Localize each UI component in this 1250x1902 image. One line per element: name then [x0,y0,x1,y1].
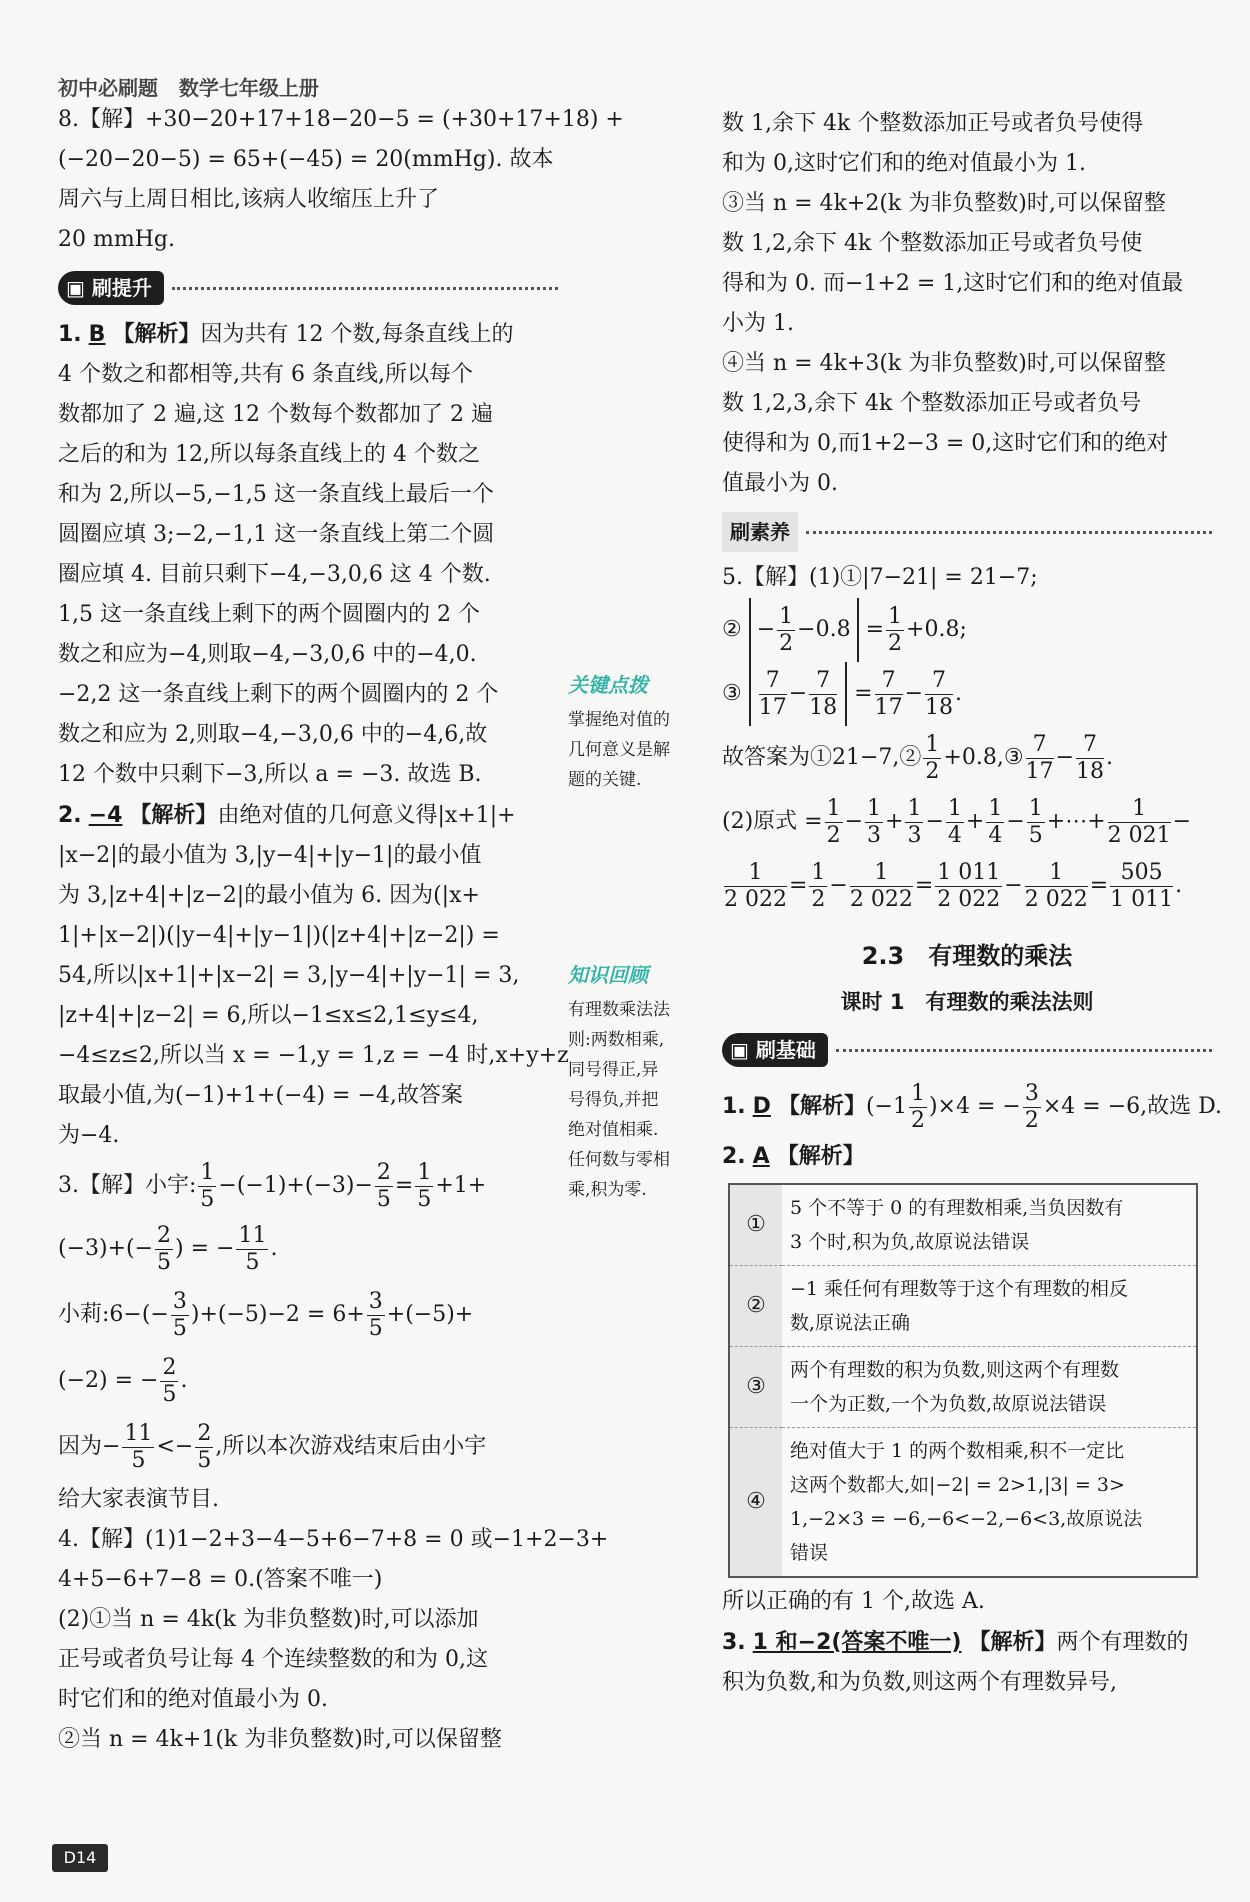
text-line: 和为 0,这时它们和的绝对值最小为 1. [722,151,1086,176]
analysis-tag: 【解析】 [968,1629,1057,1655]
q4-line: 正号或者负号让每 4 个连续整数的和为 0,这 [58,1647,488,1672]
text: . [270,1236,278,1261]
book-icon: ▣ [66,276,92,300]
tip-title: 知识回顾 [568,963,648,987]
fraction: $\frac{1}{2}$ [888,603,903,656]
r3-line: 积为负数,和为负数,则这两个有理数异号, [722,1670,1117,1695]
abs-value: − $\frac{1}{2}$ −0.8 [749,598,859,662]
fraction: $\frac{1}{2 022}$ [849,859,913,912]
text: )+(−5)−2 = 6+ [190,1302,365,1327]
tip-key-point [568,665,700,795]
text: − [1055,745,1074,770]
analysis-tag: 【解析】 [776,1143,865,1169]
r3-line: 3. 1 和−2(答案不唯一) 【解析】两个有理数的 [722,1629,1189,1655]
text: (−3)+(− [58,1236,154,1261]
fraction: $\frac{1}{5}$ [417,1159,432,1212]
text: ,所以本次游戏结束后由小宇 [215,1434,487,1459]
text-line: 使得和为 0,而1+2−3 = 0,这时它们和的绝对 [722,431,1169,456]
tip-line: 掌握绝对值的 [568,710,670,730]
fraction: $\frac{1}{2}$ [910,1080,925,1133]
dotted-divider [836,1049,1212,1052]
q1-line [58,314,558,355]
analysis-table [728,1183,1198,1578]
text: ② [722,617,742,642]
q1-line: 1,5 这一条直线上剩下的两个圆圈内的 2 个 [58,602,480,627]
text-line: 数 1,余下 4k 个整数添加正号或者负号使得 [722,111,1144,136]
text: . [955,681,963,706]
q4-line: 时它们和的绝对值最小为 0. [58,1687,328,1712]
text-line: 值最小为 0. [722,471,838,496]
section-label: 刷基础 [755,1038,816,1062]
q5-line: $\frac{1}{2 022}$ = $\frac{1}{2}$ − $\frac{1}{2 022}$ = $\frac{1 011}{2 022}$ − $\frac{1}{2 022}$ = $\frac{505}{1 011}$ . [724,859,1183,912]
answer: B [88,322,106,347]
fraction: $\frac{7}{17}$ [874,667,903,720]
row-text: 两个有理数的积为负数,则这两个有理数 一个为正数,一个为负数,故原说法错误 [782,1347,1197,1428]
text: . [180,1368,188,1393]
text: 故答案为①21−7,② [722,745,922,770]
q5-line [722,598,1212,662]
abs-value: $\frac{7}{17}$ − $\frac{7}{18}$ [749,662,847,726]
text: 3.【解】小宇: [58,1173,197,1198]
fraction: $\frac{505}{1 011}$ [1110,859,1174,912]
q2-line: 54,所以|x+1|+|x−2| = 3,|y−4|+|y−1| = 3, [58,963,520,988]
text: (2)原式 = [722,809,823,834]
section-label: 刷提升 [91,276,152,300]
analysis-tag: 【解析】 [112,321,201,347]
row-index: ② [729,1266,782,1347]
q1-line: 之后的和为 12,所以每条直线上的 4 个数之 [58,442,480,467]
q4-line: 4.【解】(1)1−2+3−4−5+6−7+8 = 0 或−1+2−3+ [58,1527,609,1552]
table-row [729,1347,1197,1428]
p8-line: (−20−20−5) = 65+(−45) = 20(mmHg). 故本 [58,147,554,172]
q2-line [58,795,558,836]
book-name: 初中必刷题 [58,76,158,100]
table-row [729,1184,1197,1266]
page-number: D14 [52,1844,108,1872]
p8-line: 20 mmHg. [58,227,175,252]
q4-line: (2)①当 n = 4k(k 为非负整数)时,可以添加 [58,1607,479,1632]
q3-line [58,1216,558,1282]
row-index: ④ [729,1428,782,1578]
tip-line: 有理数乘法法 [568,1000,670,1020]
fraction: $\frac{1}{3}$ [907,795,922,848]
tip-line: 任何数与零相 [568,1150,670,1170]
question-number: 2. [58,803,82,828]
fraction: $\frac{7}{18}$ [925,667,954,720]
fraction: $\frac{1}{4}$ [947,795,962,848]
answer: D [752,1094,771,1119]
analysis-tag: 【解析】 [777,1093,866,1119]
tip-line: 乘,积为零. [568,1180,647,1200]
table-row [729,1428,1197,1578]
right-column [722,104,1222,1703]
q1-line: 数之和应为 2,则取−4,−3,0,6 中的−4,6,故 [58,722,488,747]
table-row [729,1266,1197,1347]
text-line: 数 1,2,3,余下 4k 个整数添加正号或者负号 [722,391,1142,416]
tip-line: 几何意义是解 [568,740,670,760]
q2-line: 1|+|x−2|)(|y−4|+|y−1|)(|z+4|+|z−2|) = [58,923,500,948]
fraction: $\frac{2}{5}$ [376,1159,391,1212]
q5-line [722,726,1212,790]
text-line: 得和为 0. 而−1+2 = 1,这时它们和的绝对值最 [722,271,1184,296]
text: (−2) = − [58,1368,159,1393]
fraction: $\frac{2}{5}$ [157,1222,172,1275]
q5-line [722,662,1212,726]
section-badge [722,1033,828,1067]
chapter-title: 2.3 有理数的乘法 [861,942,1073,970]
fraction: $\frac{7}{17}$ [758,667,787,720]
text-line: 数 1,2,余下 4k 个整数添加正号或者负号使 [722,231,1143,256]
text: − [904,681,924,706]
tip-review [568,955,700,1205]
fraction: $\frac{1}{2 022}$ [1024,859,1088,912]
fraction: $\frac{1}{3}$ [867,795,882,848]
fraction: $\frac{1}{2}$ [826,795,841,848]
fraction: $\frac{1}{2 022}$ [724,859,787,912]
question-number: 3. [722,1630,746,1655]
book-icon: ▣ [730,1038,756,1062]
q1-line: 12 个数中只剩下−3,所以 a = −3. 故选 B. [58,762,482,787]
row-text: 绝对值大于 1 的两个数相乘,积不一定比 这两个数都大,如|−2| = 2>1,|3| = 3> 1,−2×3 = −6,−6<−2,−6<3,故原说法 错误 [790,1440,1143,1564]
fraction: $\frac{1}{5}$ [1028,795,1043,848]
text: 因为− [58,1434,121,1459]
side-notes [568,673,700,1205]
fraction: $\frac{3}{2}$ [1024,1080,1039,1133]
answer: 1 和−2(答案不唯一) [752,1630,962,1655]
q2-line: |z+4|+|z−2| = 6,所以−1≤x≤2,1≤y≤4, [58,1003,479,1028]
q3-line [58,1414,558,1480]
fraction: $\frac{11}{5}$ [124,1420,153,1473]
q3-line: 给大家表演节目. [58,1487,219,1512]
text-line: 小为 1. [722,311,794,336]
lesson-title: 课时 1 有理数的乘法法则 [840,990,1094,1014]
fraction: $\frac{7}{17}$ [1025,731,1054,784]
text: 由绝对值的几何意义得|x+1|+ [217,803,516,828]
p8-line: 周六与上周日相比,该病人收缩压上升了 [58,187,439,212]
section-label: 刷素养 [722,512,798,552]
tip-line: 则:两数相乘, [568,1030,665,1050]
tip-line: 同号得正,异 [568,1060,659,1080]
tip-line: 绝对值相乘. [568,1120,659,1140]
r2-line [722,1136,1212,1177]
section-header-basic [722,1032,1212,1068]
row-index: ③ [729,1347,782,1428]
text: 因为共有 12 个数,每条直线上的 [200,322,514,347]
question-number: 1. [58,322,82,347]
text: ③ [722,681,742,706]
dotted-divider [172,287,558,290]
q1-line: 圈应填 4. 目前只剩下−4,−3,0,6 这 4 个数. [58,562,491,587]
q3-line [58,1282,558,1348]
tip-title: 关键点拨 [568,673,648,697]
fraction: $\frac{7}{18}$ [1076,731,1104,784]
fraction: $\frac{2}{5}$ [197,1420,212,1473]
text: −(−1)+(−3)− [218,1173,373,1198]
text: . [1106,745,1113,770]
q5-line: 5.【解】(1)①|7−21| = 21−7; [722,565,1038,590]
q1-line: 数之和应为−4,则取−4,−3,0,6 中的−4,0. [58,642,477,667]
section-header-literacy [722,514,1212,550]
row-index: ① [729,1184,782,1266]
question-number: 2. [722,1144,746,1169]
fraction: $\frac{1 011}{2 022}$ [937,859,1001,912]
subject-name: 数学七年级上册 [178,76,319,100]
question-number: 1. [722,1094,746,1119]
text: <− [156,1434,194,1459]
q1-line: 和为 2,所以−5,−1,5 这一条直线上最后一个 [58,482,494,507]
q1-line: 4 个数之和都相等,共有 6 条直线,所以每个 [58,362,473,387]
text: +0.8,③ [943,745,1024,770]
q3-line [58,1156,558,1216]
q2-line: |x−2|的最小值为 3,|y−4|+|y−1|的最小值 [58,843,482,868]
tip-line: 题的关键. [568,770,642,790]
text: − [1172,809,1192,834]
row-text: 5 个不等于 0 的有理数相乘,当负因数有 3 个时,积为负,故原说法错误 [782,1184,1197,1266]
q2-line: −4≤z≤2,所以当 x = −1,y = 1,z = −4 时,x+y+z [58,1043,569,1068]
section-badge [58,271,164,305]
fraction: $\frac{7}{18}$ [809,667,838,720]
q1-line: 数都加了 2 遍,这 12 个数每个数都加了 2 遍 [58,402,493,427]
p8-line: 8.【解】+30−20+17+18−20−5 = (+30+17+18) + [58,107,624,132]
text-line: ④当 n = 4k+3(k 为非负整数)时,可以保留整 [722,351,1166,376]
text: = [394,1173,414,1198]
q5-line: (2)原式 = $\frac{1}{2}$ − $\frac{1}{3}$ + $\frac{1}{3}$ − $\frac{1}{4}$ + $\frac{1}{4}$ − $\frac{1}{5}$ +⋯+ $\frac{1}{2 021}$ − [722,795,1192,848]
tip-line: 号得负,并把 [568,1090,659,1110]
row-text: −1 乘任何有理数等于这个有理数的相反 数,原说法正确 [782,1266,1197,1347]
q1-line: −2,2 这一条直线上剩下的两个圆圈内的 2 个 [58,682,499,707]
q2-line: 为−4. [58,1123,120,1148]
analysis-tag: 【解析】 [129,802,218,828]
text: +⋯+ [1046,809,1106,834]
answer: A [752,1144,770,1169]
text: 小莉:6−(− [58,1302,169,1327]
fraction: $\frac{3}{5}$ [368,1288,383,1341]
q4-line: 4+5−6+7−8 = 0.(答案不唯一) [58,1567,383,1592]
q1-line: 圆圈应填 3;−2,−1,1 这一条直线上第二个圆 [58,522,495,547]
q2-line: 为 3,|z+4|+|z−2|的最小值为 6. 因为(|x+ [58,883,480,908]
q3-line [58,1348,558,1414]
fraction: $\frac{1}{4}$ [988,795,1003,848]
answer: −4 [88,803,123,828]
fraction: $\frac{1}{2}$ [925,731,940,784]
q4-line: ②当 n = 4k+1(k 为非负整数)时,可以保留整 [58,1727,502,1752]
fraction: $\frac{1}{2}$ [811,859,826,912]
fraction: $\frac{1}{5}$ [200,1159,215,1212]
dotted-divider [806,531,1212,534]
r2-line: 所以正确的有 1 个,故选 A. [722,1589,985,1614]
text: = [854,681,873,706]
q2-line: 取最小值,为(−1)+1+(−4) = −4,故答案 [58,1083,463,1108]
fraction: $\frac{2}{5}$ [162,1354,177,1407]
r1-line: 1. D 【解析】(−1 $\frac{1}{2}$ )×4 = − $\frac{3}{2}$ ×4 = −6,故选 D. [722,1080,1222,1133]
fraction: $\frac{1}{2 021}$ [1107,795,1171,848]
fraction: $\frac{1}{2}$ [779,603,794,656]
fraction: $\frac{3}{5}$ [172,1288,187,1341]
text: +0.8; [906,617,967,642]
text: +(−5)+ [386,1302,474,1327]
section-header-improve [58,270,558,306]
text-line: ③当 n = 4k+2(k 为非负整数)时,可以保留整 [722,191,1166,216]
text: +1+ [435,1173,487,1198]
text: = [865,617,885,642]
fraction: $\frac{11}{5}$ [238,1222,267,1275]
text: ) = − [175,1236,235,1261]
